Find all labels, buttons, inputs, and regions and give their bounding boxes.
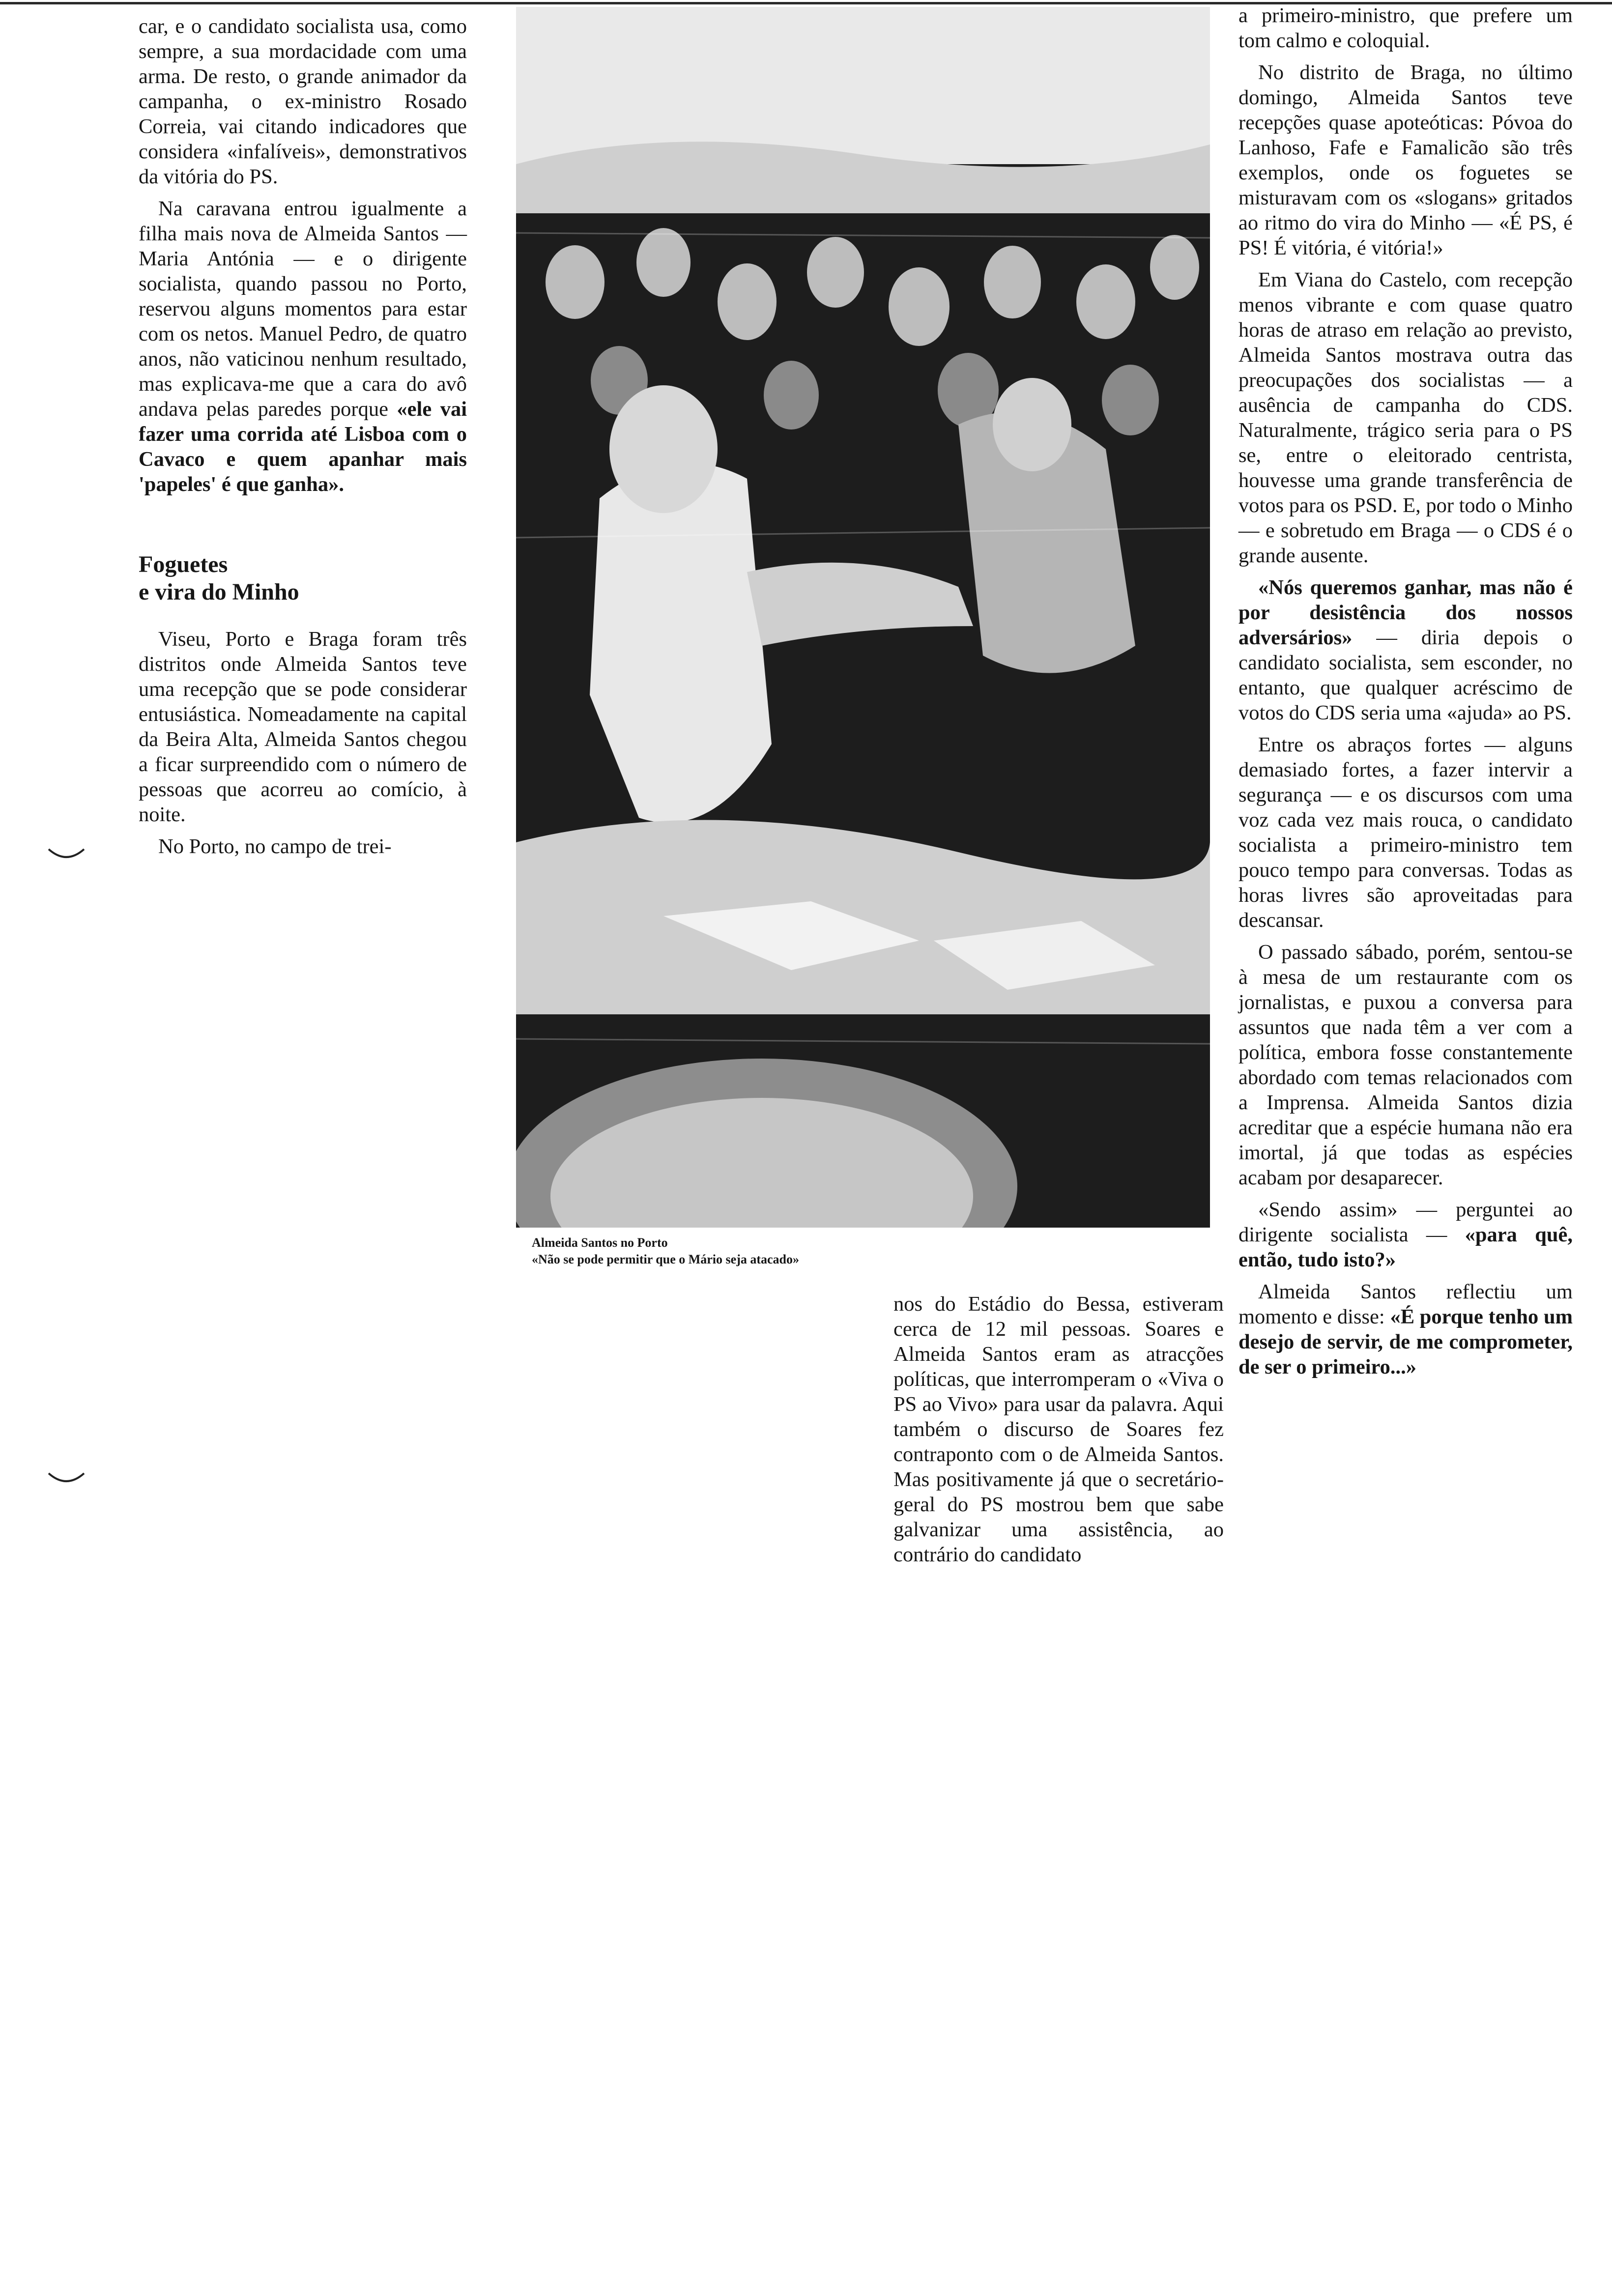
margin-mark	[47, 845, 86, 865]
paragraph: Em Viana do Castelo, com recepção menos vibrante e com quase quatro horas de atraso em relação ao previsto, Almeida Santos mostrava outra das preocupações dos socialistas — a ausência de campanha do CDS. Naturalmente, trágico seria para o PS se, entre o eleitorado centrista, houvesse uma grande transferência de votos para os PSD. E, por todo o Minho — e sobretudo em Braga — o CDS é o grande ausente.	[1238, 268, 1573, 567]
paragraph: Viseu, Porto e Braga foram três distritos onde Almeida Santos teve uma recepção que se pode considerar entusiástica. Nomeadamente na capital da Beira Alta, Almeida Santos chegou a ficar surpreendido com o número de pessoas que acorreu ao comício, à noite.	[139, 628, 467, 826]
photo-caption	[532, 1234, 1171, 1268]
paragraph	[1238, 575, 1573, 725]
paragraph-text: «Sendo assim» — perguntei ao dirigente socialista —	[1238, 1198, 1573, 1246]
article-column-right	[1238, 3, 1573, 1379]
spacer	[139, 497, 467, 551]
paragraph: No Porto, no campo de trei-	[158, 835, 392, 858]
paragraph-text: — diria depois o candidato socialista, sem esconder, no entanto, que qualquer acréscimo de votos do CDS seria uma «ajuda» ao PS.	[1238, 626, 1573, 724]
paragraph	[139, 196, 467, 497]
photo-image	[516, 7, 1210, 1228]
article-column-left	[139, 14, 467, 859]
news-photo	[516, 7, 1210, 1228]
grandson-quote: «ele vai fazer uma corrida até Lisboa com o Cavaco e quem apanhar mais 'papeles' é que ganha».	[139, 398, 467, 496]
question-quote: «para quê, então, tudo isto?»	[1238, 1223, 1573, 1271]
candidate-quote: «Nós queremos ganhar, mas não é por desistência dos nossos adversários»	[1238, 576, 1573, 649]
article-column-middle	[893, 1292, 1224, 1567]
subheading-line-2: e vira do Minho	[139, 579, 299, 605]
paragraph: a primeiro-ministro, que prefere um tom calmo e coloquial.	[1238, 4, 1573, 52]
caption-title: Almeida Santos no Porto	[532, 1235, 668, 1250]
paragraph: No distrito de Braga, no último domingo, Almeida Santos teve recepções quase apoteóticas: Póvoa do Lanhoso, Fafe e Famalicão são três exemplos, onde os foguetes se misturavam com os «slogans» gritados ao ritmo do vira do Minho — «É PS, é PS! É vitória, é vitória!»	[1238, 61, 1573, 259]
paragraph-text: Almeida Santos reflectiu um momento e disse:	[1238, 1280, 1573, 1328]
paragraph	[1238, 1279, 1573, 1379]
paragraph	[1238, 1197, 1573, 1272]
margin-mark	[47, 1469, 86, 1489]
paragraph: car, e o candidato socialista usa, como sempre, a sua mordacidade com uma arma. De resto, o grande animador da campanha, o ex-ministro Rosado Correia, vai citando indicadores que considera «infalíveis», demonstrativos da vitória do PS.	[139, 15, 467, 188]
answer-quote: «É porque tenho um desejo de servir, de me comprometer, de ser o primeiro...»	[1238, 1305, 1573, 1378]
caption-quote: «Não se pode permitir que o Mário seja atacado»	[532, 1252, 800, 1266]
paragraph: Entre os abraços fortes — alguns demasiado fortes, a fazer intervir a segurança — e os discursos com uma voz cada vez mais rouca, o candidato socialista a primeiro-ministro tem pouco tempo para conversas. Todas as horas livres são aproveitadas para descansar.	[1238, 733, 1573, 932]
paragraph-text: Na caravana entrou igualmente a filha mais nova de Almeida Santos — Maria Antónia — e o dirigente socialista, quando passou no Porto, reservou alguns momentos para estar com os netos. Manuel Pedro, de quatro anos, não vaticinou nenhum resultado, mas explicava-me que a cara do avô andava pelas paredes porque	[139, 197, 467, 421]
paragraph: nos do Estádio do Bessa, estiveram cerca de 12 mil pessoas. Soares e Almeida Santos eram as atracções políticas, que interromperam o «Viva o PS ao Vivo» para usar da palavra. Aqui também o discurso de Soares fez contraponto com o de Almeida Santos. Mas positivamente já que o secretário-geral do PS mostrou bem que sabe galvanizar uma assistência, ao contrário do candidato	[893, 1292, 1224, 1566]
paragraph: O passado sábado, porém, sentou-se à mesa de um restaurante com os jornalistas, e puxou a conversa para assuntos que nada têm a ver com a política, embora fosse constantemente abordado com temas relacionados com a Imprensa. Almeida Santos dizia acreditar que a espécie humana não era imortal, já que todas as espécies acabam por desaparecer.	[1238, 941, 1573, 1189]
section-subheading	[139, 551, 467, 606]
subheading-line-1: Foguetes	[139, 551, 228, 577]
